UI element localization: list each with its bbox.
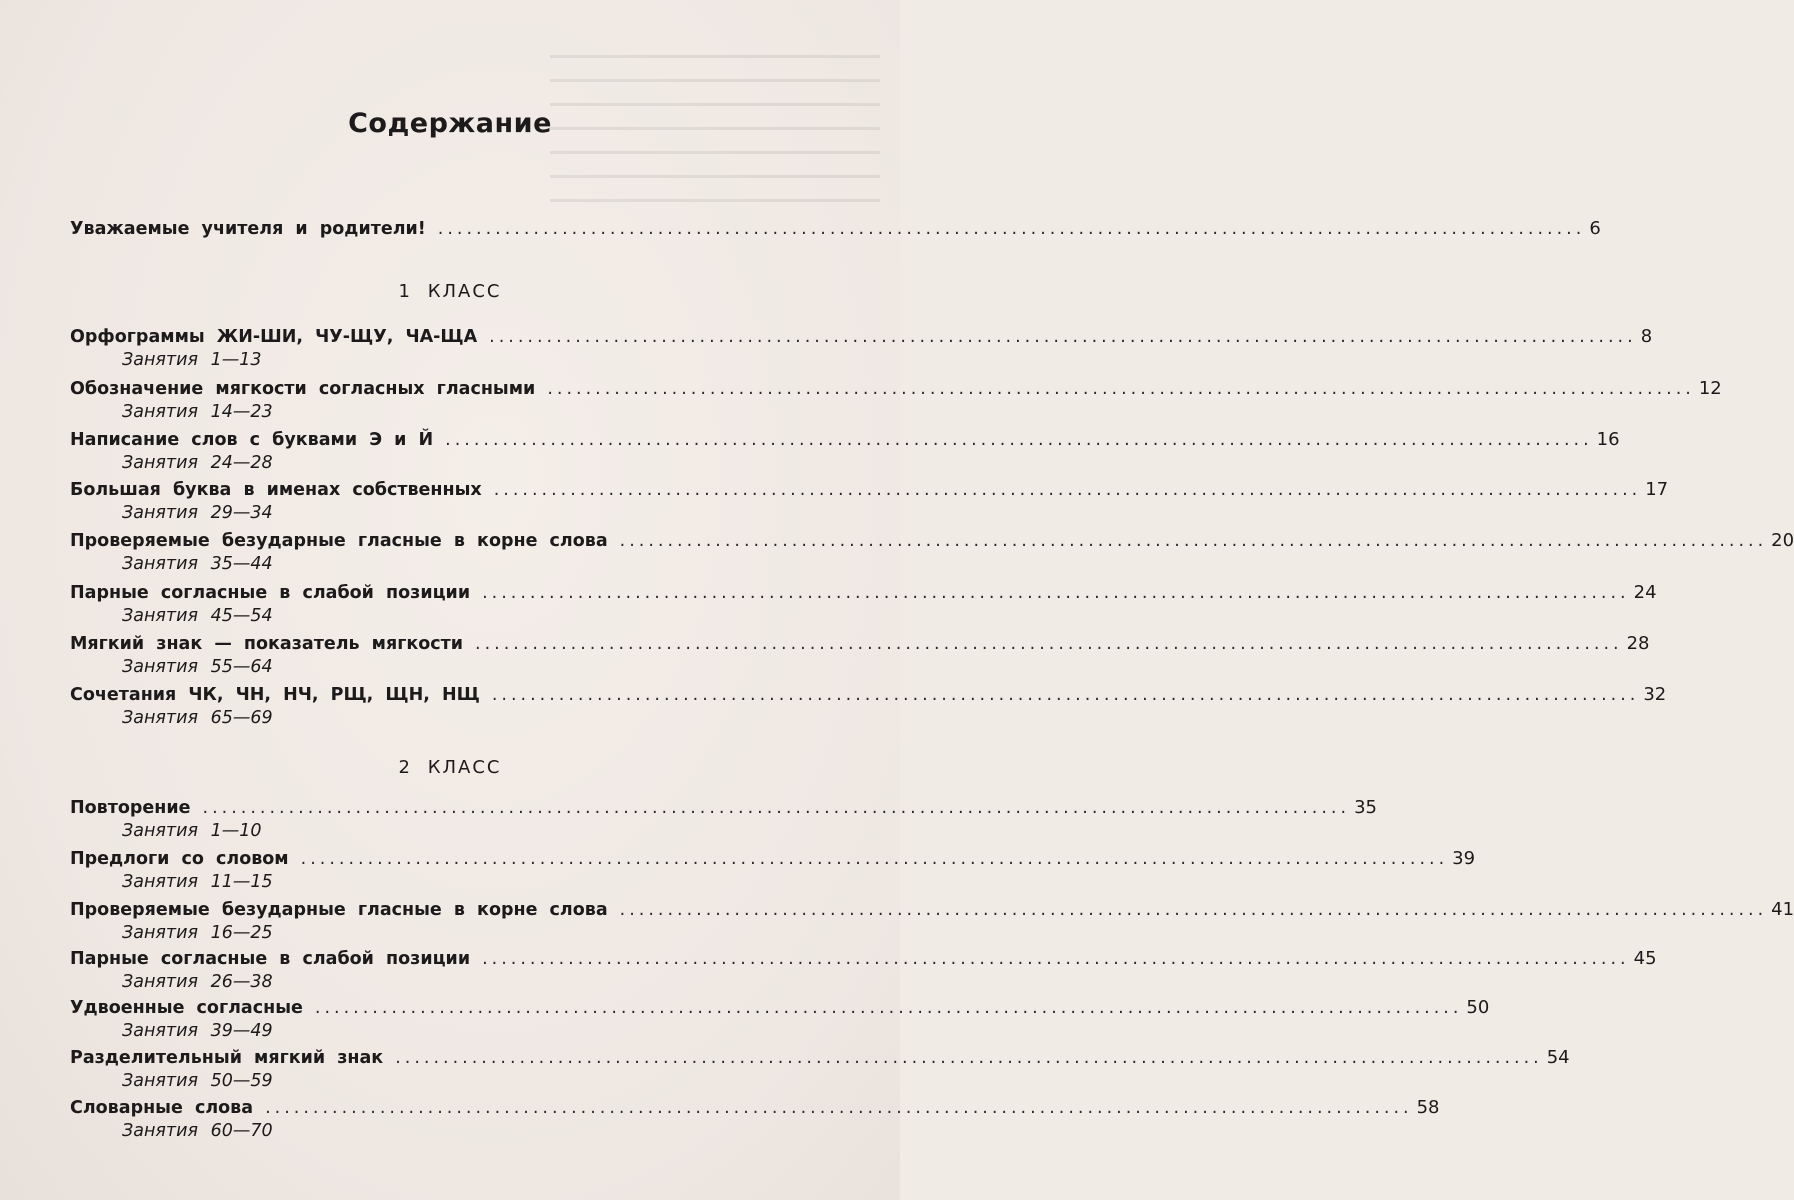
toc-page-number: 16 [1596,429,1620,450]
leader-dots: ........................................................................................................................ [314,998,1463,1018]
toc-entry[interactable] [70,479,1669,500]
toc-entry[interactable] [70,997,1490,1018]
toc-page-number: 32 [1643,684,1667,705]
toc-page-number: 54 [1546,1047,1570,1068]
leader-dots: ........................................................................................................................ [619,531,1768,551]
toc-lessons: Занятия 16—25 [122,923,273,943]
toc-entry-title: Парные согласные в слабой позиции [70,949,471,969]
toc-lessons: Занятия 39—49 [122,1021,273,1041]
toc-lessons: Занятия 1—13 [122,350,262,370]
leader-dots: ........................................................................................................................ [482,583,1630,603]
toc-page-number: 50 [1466,997,1490,1018]
toc-lessons: Занятия 11—15 [122,872,273,892]
toc-entry[interactable] [70,582,1657,603]
toc-lessons: Занятия 60—70 [122,1121,273,1141]
toc-lessons: Занятия 45—54 [122,606,273,626]
grade-1-heading: 1 КЛАСС [398,281,502,302]
leader-dots: ........................................................................................................................ [475,634,1623,654]
toc-page-number: 12 [1698,378,1722,399]
toc-lessons: Занятия 50—59 [122,1071,273,1091]
toc-entry[interactable] [70,633,1650,654]
toc-entry[interactable] [70,684,1667,705]
toc-entry-title: Уважаемые учителя и родители! [70,219,426,239]
toc-entry-title: Большая буква в именах собственных [70,480,482,500]
toc-entry[interactable] [70,378,1722,399]
leader-dots: ........................................................................................................................ [202,798,1351,818]
toc-entry-title: Сочетания ЧК, ЧН, НЧ, РЩ, ЩН, НЩ [70,685,480,705]
toc-lessons: Занятия 14—23 [122,402,273,422]
toc-lessons: Занятия 29—34 [122,503,273,523]
toc-entry[interactable] [70,948,1657,969]
grade-2-heading: 2 КЛАСС [398,757,502,778]
toc-lessons: Занятия 1—10 [122,821,262,841]
leader-dots: ........................................................................................................................ [437,219,1586,239]
toc-entry[interactable] [70,797,1377,818]
toc-page-number: 35 [1354,797,1377,818]
toc-entry-intro[interactable] [70,218,1601,239]
toc-lessons: Занятия 65—69 [122,708,273,728]
toc-entry-title: Разделительный мягкий знак [70,1048,384,1068]
toc-entry[interactable] [70,1097,1440,1118]
toc-page-number: 8 [1640,326,1653,347]
toc-entry[interactable] [70,326,1653,347]
toc-entry-title: Словарные слова [70,1098,254,1118]
leader-dots: ........................................................................................................................ [547,379,1695,399]
toc-page-number: 45 [1633,948,1657,969]
toc-entry-title: Орфограммы ЖИ-ШИ, ЧУ-ЩУ, ЧА-ЩА [70,327,478,347]
leader-dots: ........................................................................................................................ [445,430,1593,450]
toc-page-number: 6 [1589,218,1601,239]
leader-dots: ........................................................................................................................ [482,949,1630,969]
toc-lessons: Занятия 24—28 [122,453,273,473]
toc-page-number: 24 [1633,582,1657,603]
leader-dots: ........................................................................................................................ [395,1048,1543,1068]
toc-entry-title: Парные согласные в слабой позиции [70,583,471,603]
toc-entry-title: Предлоги со словом [70,849,289,869]
toc-page-number: 17 [1645,479,1669,500]
leader-dots: ........................................................................................................................ [489,327,1637,347]
page-title: Содержание [348,108,552,139]
toc-lessons: Занятия 35—44 [122,554,273,574]
leader-dots: ........................................................................................................................ [300,849,1449,869]
toc-entry[interactable] [70,1047,1570,1068]
toc-entry[interactable] [70,429,1620,450]
toc-entry-title: Проверяемые безударные гласные в корне слова [70,900,608,920]
toc-entry[interactable] [70,530,1794,551]
toc-entry[interactable] [70,899,1794,920]
toc-entry-title: Повторение [70,798,191,818]
toc-lessons: Занятия 55—64 [122,657,273,677]
toc-page-number: 20 [1771,530,1794,551]
leader-dots: ........................................................................................................................ [619,900,1768,920]
toc-entry-title: Удвоенные согласные [70,998,303,1018]
leader-dots: ........................................................................................................................ [493,480,1642,500]
toc-page-number: 58 [1416,1097,1440,1118]
toc-entry-title: Проверяемые безударные гласные в корне слова [70,531,608,551]
toc-entry-title: Обозначение мягкости согласных гласными [70,379,536,399]
toc-page-number: 41 [1771,899,1794,920]
toc-entry-title: Написание слов с буквами Э и Й [70,430,434,450]
leader-dots: ........................................................................................................................ [491,685,1640,705]
toc-entry-title: Мягкий знак — показатель мягкости [70,634,464,654]
leader-dots: ........................................................................................................................ [265,1098,1413,1118]
toc-page-number: 39 [1452,848,1476,869]
toc-page-number: 28 [1626,633,1650,654]
toc-lessons: Занятия 26—38 [122,972,273,992]
toc-entry[interactable] [70,848,1476,869]
